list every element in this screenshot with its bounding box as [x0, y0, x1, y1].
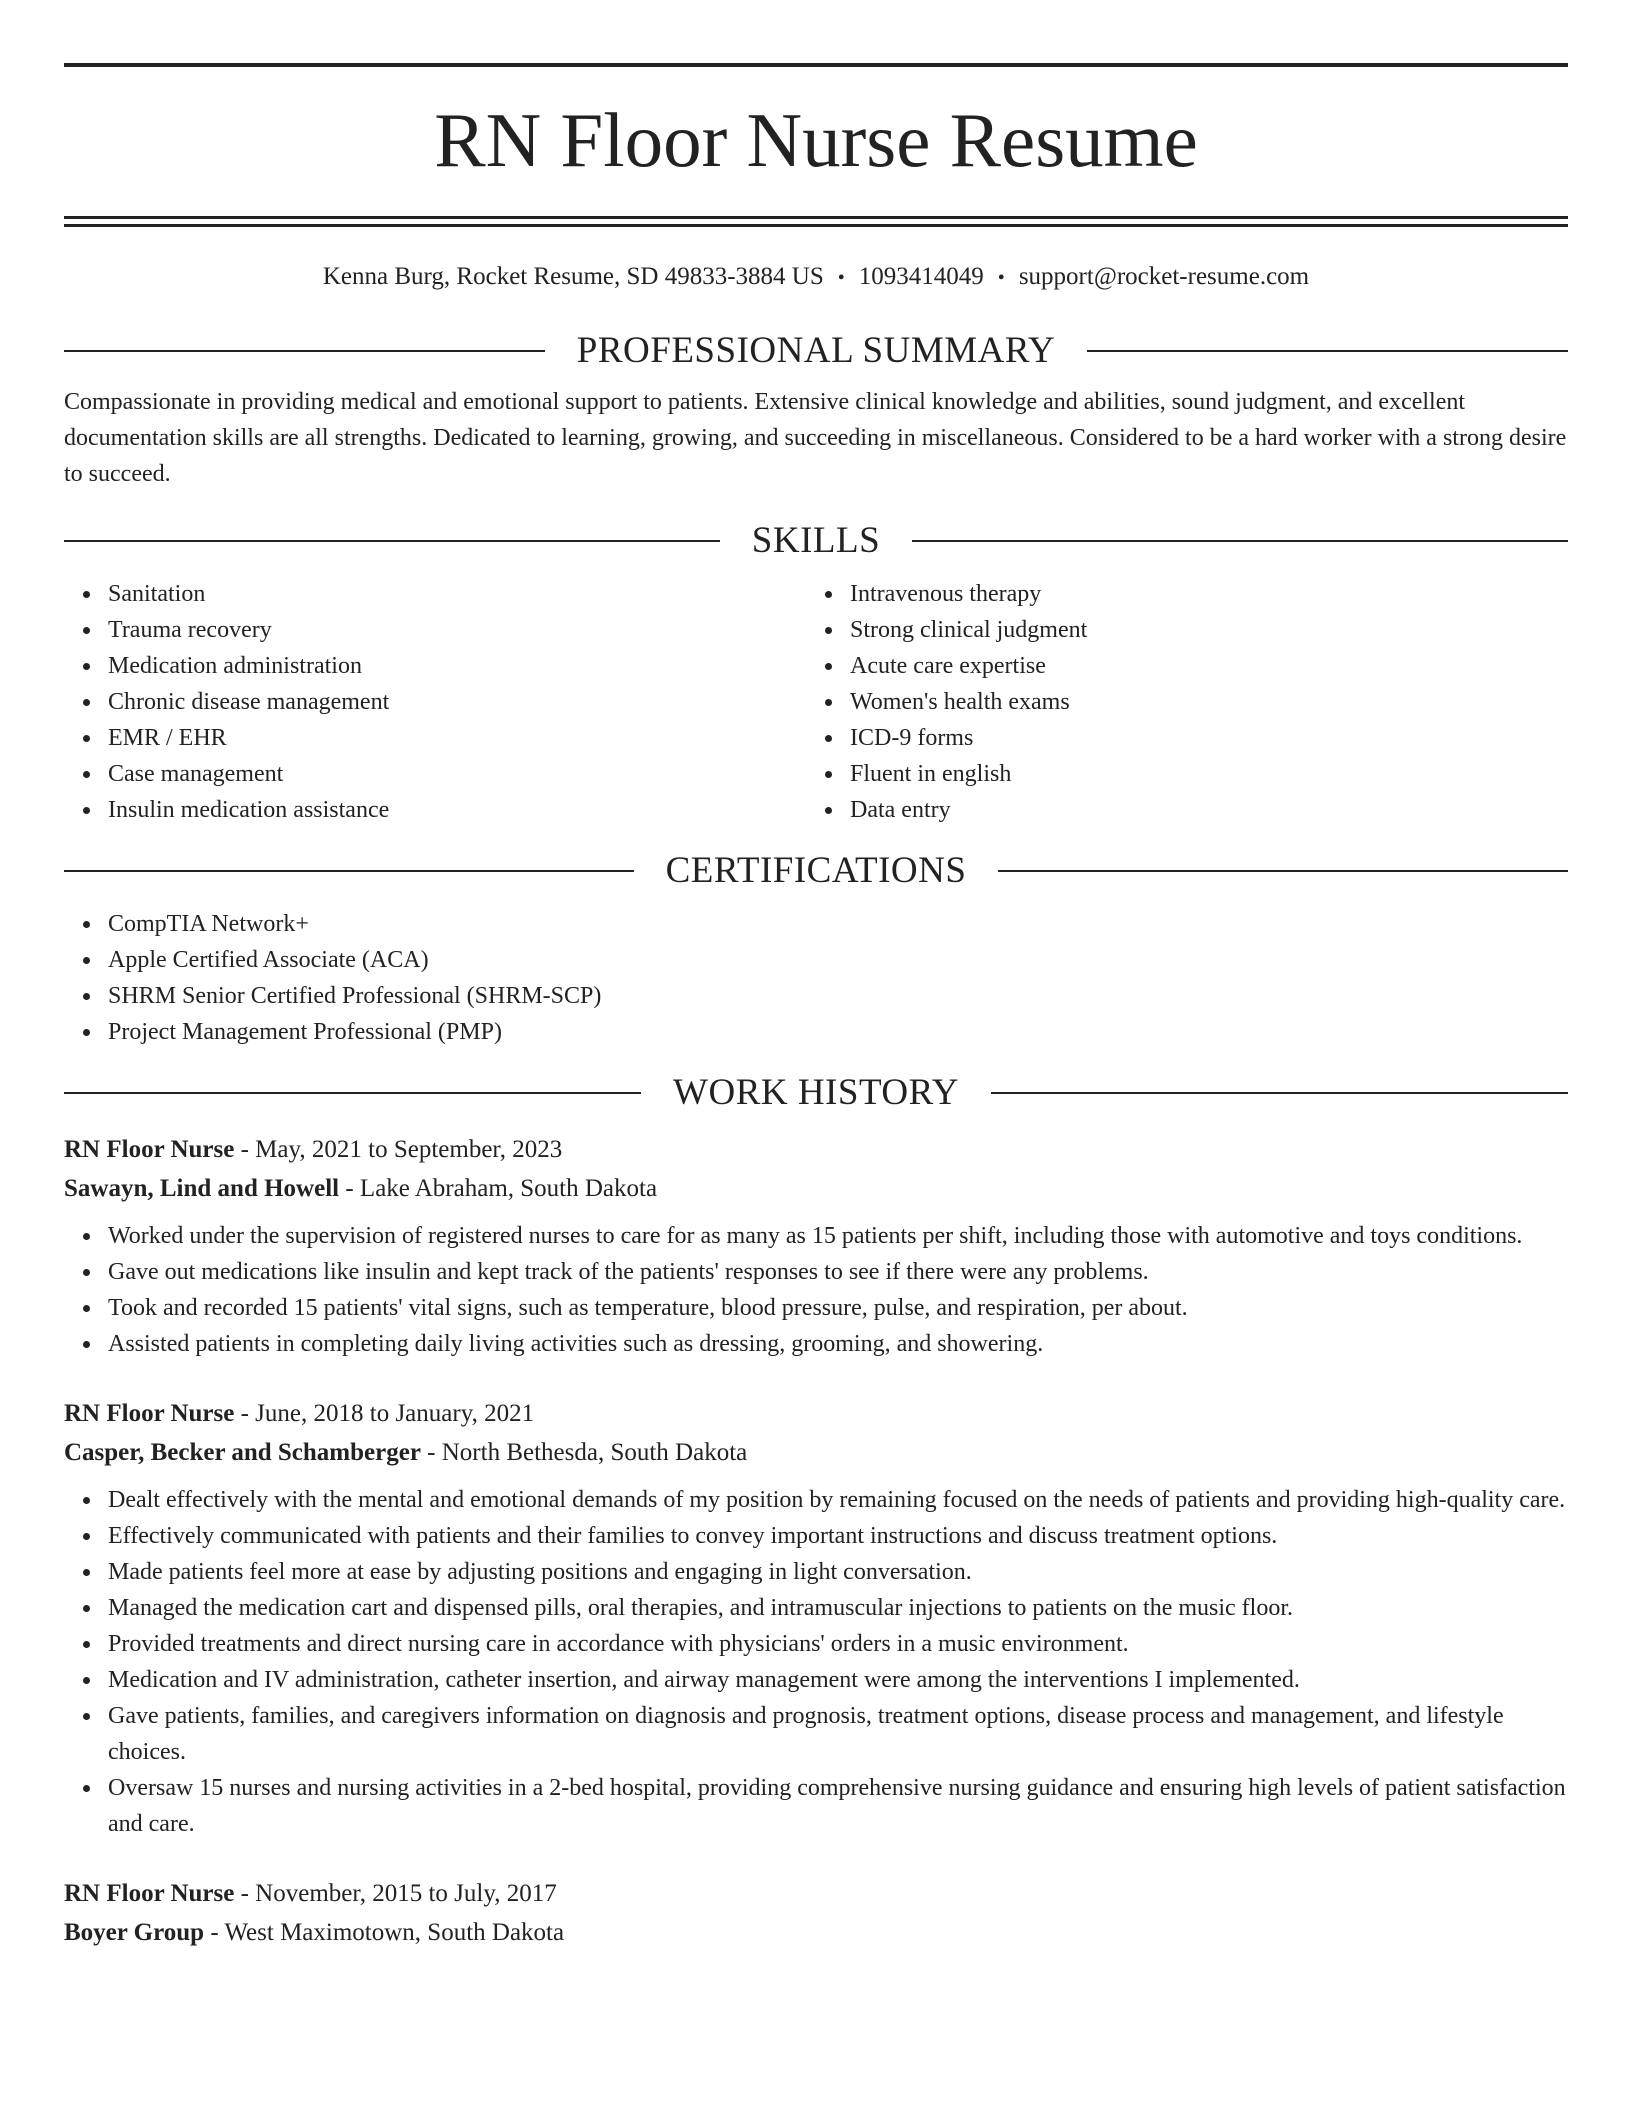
skill-item: Data entry [850, 792, 1548, 828]
certification-item: CompTIA Network+ [108, 906, 1568, 942]
skill-item: Acute care expertise [850, 648, 1548, 684]
job-title: RN Floor Nurse [64, 1880, 235, 1907]
job-entry [64, 1874, 1568, 1952]
job-entry [64, 1130, 1568, 1362]
title-double-rule [64, 216, 1568, 227]
skill-item: Insulin medication assistance [108, 792, 806, 828]
job-company: Boyer Group [64, 1919, 205, 1946]
work-history-section-heading [64, 1070, 1568, 1116]
summary-text: Compassionate in providing medical and emotional support to patients. Extensive clinical knowledge and abilities, sound judgment, and excellent documentation skills are all strengths. Dedicated to learning, growing, and succeeding in miscellaneous. Considered to be a hard worker with a strong desire to succeed. [64, 389, 1567, 487]
certification-item: Apple Certified Associate (ACA) [108, 942, 1568, 978]
job-duty-item: Managed the medication cart and dispensed pills, oral therapies, and intramuscular injections to patients on the music floor. [108, 1590, 1568, 1626]
job-title-line [64, 1874, 1568, 1913]
job-company-line [64, 1913, 1568, 1952]
job-title-line [64, 1394, 1568, 1433]
job-duty-item: Effectively communicated with patients and their families to convey important instructions and discuss treatment options. [108, 1518, 1568, 1554]
job-duty-item: Dealt effectively with the mental and emotional demands of my position by remaining focused on the needs of patients and providing high-quality care. [108, 1482, 1568, 1518]
job-company-line [64, 1169, 1568, 1208]
job-location: - West Maximotown, South Dakota [204, 1919, 565, 1946]
job-duty-item: Gave patients, families, and caregivers information on diagnosis and prognosis, treatment options, disease process and management, and lifestyle choices. [108, 1698, 1568, 1770]
skill-item: Trauma recovery [108, 612, 806, 648]
heading-rule-right [998, 870, 1568, 872]
job-duty-item: Medication and IV administration, catheter insertion, and airway management were among the interventions I implemented. [108, 1662, 1568, 1698]
job-duty-item: Provided treatments and direct nursing care in accordance with physicians' orders in a music environment. [108, 1626, 1568, 1662]
contact-phone: 1093414049 [858, 263, 984, 290]
job-duties-list [64, 1218, 1568, 1362]
job-dates: - November, 2015 to July, 2017 [234, 1880, 557, 1907]
certification-item: SHRM Senior Certified Professional (SHRM-SCP) [108, 978, 1568, 1014]
skill-item: Sanitation [108, 576, 806, 612]
heading-rule-left [64, 350, 545, 352]
job-company-line [64, 1433, 1568, 1472]
summary-section-heading [64, 328, 1568, 374]
heading-rule-right [991, 1092, 1568, 1094]
certifications-list [64, 906, 1568, 1050]
skill-item: Chronic disease management [108, 684, 806, 720]
summary-heading-label: PROFESSIONAL SUMMARY [576, 330, 1056, 371]
job-duty-item: Oversaw 15 nurses and nursing activities in a 2-bed hospital, providing comprehensive nursing guidance and ensuring high levels of patient satisfaction and care. [108, 1770, 1568, 1842]
resume-title: RN Floor Nurse Resume [434, 97, 1198, 183]
contact-separator: • [997, 267, 1005, 289]
skill-item: Strong clinical judgment [850, 612, 1548, 648]
heading-rule-left [64, 1092, 641, 1094]
skills-column-right [806, 576, 1548, 828]
skill-item: Intravenous therapy [850, 576, 1548, 612]
job-title: RN Floor Nurse [64, 1136, 235, 1163]
skill-item: Medication administration [108, 648, 806, 684]
skill-item: EMR / EHR [108, 720, 806, 756]
skill-item: ICD-9 forms [850, 720, 1548, 756]
skills-list [64, 576, 1568, 828]
skill-item: Women's health exams [850, 684, 1548, 720]
work-history-list [64, 1130, 1568, 1952]
certification-item: Project Management Professional (PMP) [108, 1014, 1568, 1050]
job-entry [64, 1394, 1568, 1842]
job-title-line [64, 1130, 1568, 1169]
skills-column-left [64, 576, 806, 828]
contact-separator: • [837, 267, 845, 289]
heading-rule-left [64, 870, 634, 872]
job-dates: - June, 2018 to January, 2021 [234, 1400, 535, 1427]
heading-rule-right [912, 540, 1568, 542]
job-location: - North Bethesda, South Dakota [420, 1439, 748, 1466]
heading-rule-right [1087, 350, 1568, 352]
job-duty-item: Gave out medications like insulin and kept track of the patients' responses to see if there were any problems. [108, 1254, 1568, 1290]
certifications-heading-label: CERTIFICATIONS [665, 850, 967, 891]
skills-section-heading [64, 518, 1568, 564]
heading-rule-left [64, 540, 720, 542]
job-duty-item: Took and recorded 15 patients' vital signs, such as temperature, blood pressure, pulse, and respiration, per about. [108, 1290, 1568, 1326]
skills-heading-label: SKILLS [751, 520, 881, 561]
skill-item: Case management [108, 756, 806, 792]
job-duties-list [64, 1482, 1568, 1842]
work-history-heading-label: WORK HISTORY [673, 1072, 959, 1113]
contact-line [64, 261, 1568, 294]
job-company: Sawayn, Lind and Howell [64, 1175, 340, 1202]
job-dates: - May, 2021 to September, 2023 [234, 1136, 563, 1163]
job-company: Casper, Becker and Schamberger [64, 1439, 421, 1466]
certifications-section-heading [64, 848, 1568, 894]
job-title: RN Floor Nurse [64, 1400, 235, 1427]
job-duty-item: Worked under the supervision of registered nurses to care for as many as 15 patients per shift, including those with automotive and toys conditions. [108, 1218, 1568, 1254]
skill-item: Fluent in english [850, 756, 1548, 792]
job-duty-item: Made patients feel more at ease by adjusting positions and engaging in light conversation. [108, 1554, 1568, 1590]
job-location: - Lake Abraham, South Dakota [339, 1175, 658, 1202]
job-duty-item: Assisted patients in completing daily living activities such as dressing, grooming, and showering. [108, 1326, 1568, 1362]
contact-address: Kenna Burg, Rocket Resume, SD 49833-3884 US [322, 263, 824, 290]
contact-email: support@rocket-resume.com [1018, 263, 1310, 290]
top-rule [64, 63, 1568, 67]
